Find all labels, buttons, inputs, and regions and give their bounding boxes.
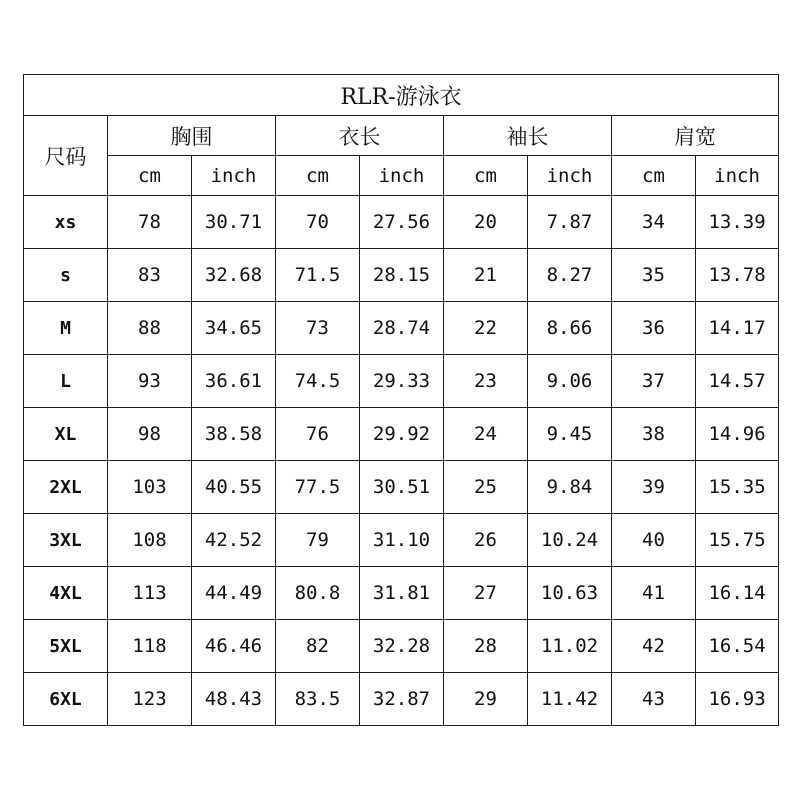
- measurement-cell: 44.49: [192, 567, 276, 620]
- measurement-cell: 9.06: [528, 355, 612, 408]
- measurement-cell: 32.28: [360, 620, 444, 673]
- measurement-cell: 29.33: [360, 355, 444, 408]
- size-label-cell: L: [24, 355, 108, 408]
- measurement-cell: 11.02: [528, 620, 612, 673]
- table-row: [24, 355, 779, 408]
- measurement-cell: 78: [108, 196, 192, 249]
- unit-header-inch: inch: [360, 156, 444, 196]
- measurement-cell: 10.63: [528, 567, 612, 620]
- group-header-length: 衣长: [276, 116, 444, 156]
- size-label-cell: 4XL: [24, 567, 108, 620]
- group-header-sleeve: 袖长: [444, 116, 612, 156]
- size-label-cell: 5XL: [24, 620, 108, 673]
- measurement-cell: 27.56: [360, 196, 444, 249]
- measurement-cell: 23: [444, 355, 528, 408]
- size-label-cell: XL: [24, 408, 108, 461]
- measurement-cell: 14.17: [696, 302, 779, 355]
- group-header-row: [24, 116, 779, 156]
- measurement-cell: 40: [612, 514, 696, 567]
- measurement-cell: 10.24: [528, 514, 612, 567]
- size-chart-table: [23, 74, 779, 726]
- title-row: [24, 75, 779, 116]
- size-label-cell: M: [24, 302, 108, 355]
- measurement-cell: 27: [444, 567, 528, 620]
- table-row: [24, 196, 779, 249]
- measurement-cell: 36: [612, 302, 696, 355]
- size-label-cell: xs: [24, 196, 108, 249]
- measurement-cell: 15.75: [696, 514, 779, 567]
- measurement-cell: 77.5: [276, 461, 360, 514]
- measurement-cell: 79: [276, 514, 360, 567]
- measurement-cell: 74.5: [276, 355, 360, 408]
- measurement-cell: 9.84: [528, 461, 612, 514]
- measurement-cell: 82: [276, 620, 360, 673]
- measurement-cell: 46.46: [192, 620, 276, 673]
- measurement-cell: 98: [108, 408, 192, 461]
- unit-header-cm: cm: [612, 156, 696, 196]
- size-column-header: 尺码: [24, 116, 108, 196]
- measurement-cell: 30.71: [192, 196, 276, 249]
- measurement-cell: 16.93: [696, 673, 779, 726]
- measurement-cell: 32.87: [360, 673, 444, 726]
- unit-header-inch: inch: [528, 156, 612, 196]
- measurement-cell: 16.54: [696, 620, 779, 673]
- measurement-cell: 34: [612, 196, 696, 249]
- table-title: RLR-游泳衣: [24, 75, 779, 116]
- measurement-cell: 43: [612, 673, 696, 726]
- table-row: [24, 620, 779, 673]
- measurement-cell: 8.66: [528, 302, 612, 355]
- measurement-cell: 11.42: [528, 673, 612, 726]
- unit-header-cm: cm: [108, 156, 192, 196]
- size-label-cell: s: [24, 249, 108, 302]
- measurement-cell: 80.8: [276, 567, 360, 620]
- measurement-cell: 38.58: [192, 408, 276, 461]
- table-row: [24, 408, 779, 461]
- measurement-cell: 13.78: [696, 249, 779, 302]
- measurement-cell: 93: [108, 355, 192, 408]
- measurement-cell: 118: [108, 620, 192, 673]
- unit-header-inch: inch: [696, 156, 779, 196]
- measurement-cell: 29.92: [360, 408, 444, 461]
- size-label-cell: 6XL: [24, 673, 108, 726]
- measurement-cell: 28.74: [360, 302, 444, 355]
- measurement-cell: 103: [108, 461, 192, 514]
- measurement-cell: 31.10: [360, 514, 444, 567]
- measurement-cell: 71.5: [276, 249, 360, 302]
- measurement-cell: 88: [108, 302, 192, 355]
- measurement-cell: 16.14: [696, 567, 779, 620]
- measurement-cell: 83: [108, 249, 192, 302]
- measurement-cell: 48.43: [192, 673, 276, 726]
- table-body: [24, 75, 779, 726]
- unit-header-row: [24, 156, 779, 196]
- size-label-cell: 2XL: [24, 461, 108, 514]
- measurement-cell: 40.55: [192, 461, 276, 514]
- measurement-cell: 41: [612, 567, 696, 620]
- measurement-cell: 39: [612, 461, 696, 514]
- measurement-cell: 34.65: [192, 302, 276, 355]
- measurement-cell: 24: [444, 408, 528, 461]
- measurement-cell: 8.27: [528, 249, 612, 302]
- table-row: [24, 567, 779, 620]
- measurement-cell: 113: [108, 567, 192, 620]
- unit-header-cm: cm: [276, 156, 360, 196]
- measurement-cell: 38: [612, 408, 696, 461]
- measurement-cell: 70: [276, 196, 360, 249]
- measurement-cell: 20: [444, 196, 528, 249]
- measurement-cell: 83.5: [276, 673, 360, 726]
- measurement-cell: 42: [612, 620, 696, 673]
- measurement-cell: 73: [276, 302, 360, 355]
- measurement-cell: 35: [612, 249, 696, 302]
- group-header-chest: 胸围: [108, 116, 276, 156]
- unit-header-inch: inch: [192, 156, 276, 196]
- measurement-cell: 37: [612, 355, 696, 408]
- measurement-cell: 31.81: [360, 567, 444, 620]
- measurement-cell: 28.15: [360, 249, 444, 302]
- measurement-cell: 108: [108, 514, 192, 567]
- size-label-cell: 3XL: [24, 514, 108, 567]
- table-row: [24, 302, 779, 355]
- measurement-cell: 30.51: [360, 461, 444, 514]
- table-row: [24, 249, 779, 302]
- measurement-cell: 13.39: [696, 196, 779, 249]
- measurement-cell: 25: [444, 461, 528, 514]
- table-row: [24, 461, 779, 514]
- measurement-cell: 29: [444, 673, 528, 726]
- measurement-cell: 14.96: [696, 408, 779, 461]
- measurement-cell: 28: [444, 620, 528, 673]
- unit-header-cm: cm: [444, 156, 528, 196]
- measurement-cell: 26: [444, 514, 528, 567]
- measurement-cell: 76: [276, 408, 360, 461]
- measurement-cell: 22: [444, 302, 528, 355]
- measurement-cell: 32.68: [192, 249, 276, 302]
- measurement-cell: 42.52: [192, 514, 276, 567]
- measurement-cell: 7.87: [528, 196, 612, 249]
- measurement-cell: 15.35: [696, 461, 779, 514]
- measurement-cell: 36.61: [192, 355, 276, 408]
- table-row: [24, 514, 779, 567]
- measurement-cell: 9.45: [528, 408, 612, 461]
- measurement-cell: 123: [108, 673, 192, 726]
- measurement-cell: 14.57: [696, 355, 779, 408]
- measurement-cell: 21: [444, 249, 528, 302]
- table-row: [24, 673, 779, 726]
- group-header-shoulder: 肩宽: [612, 116, 779, 156]
